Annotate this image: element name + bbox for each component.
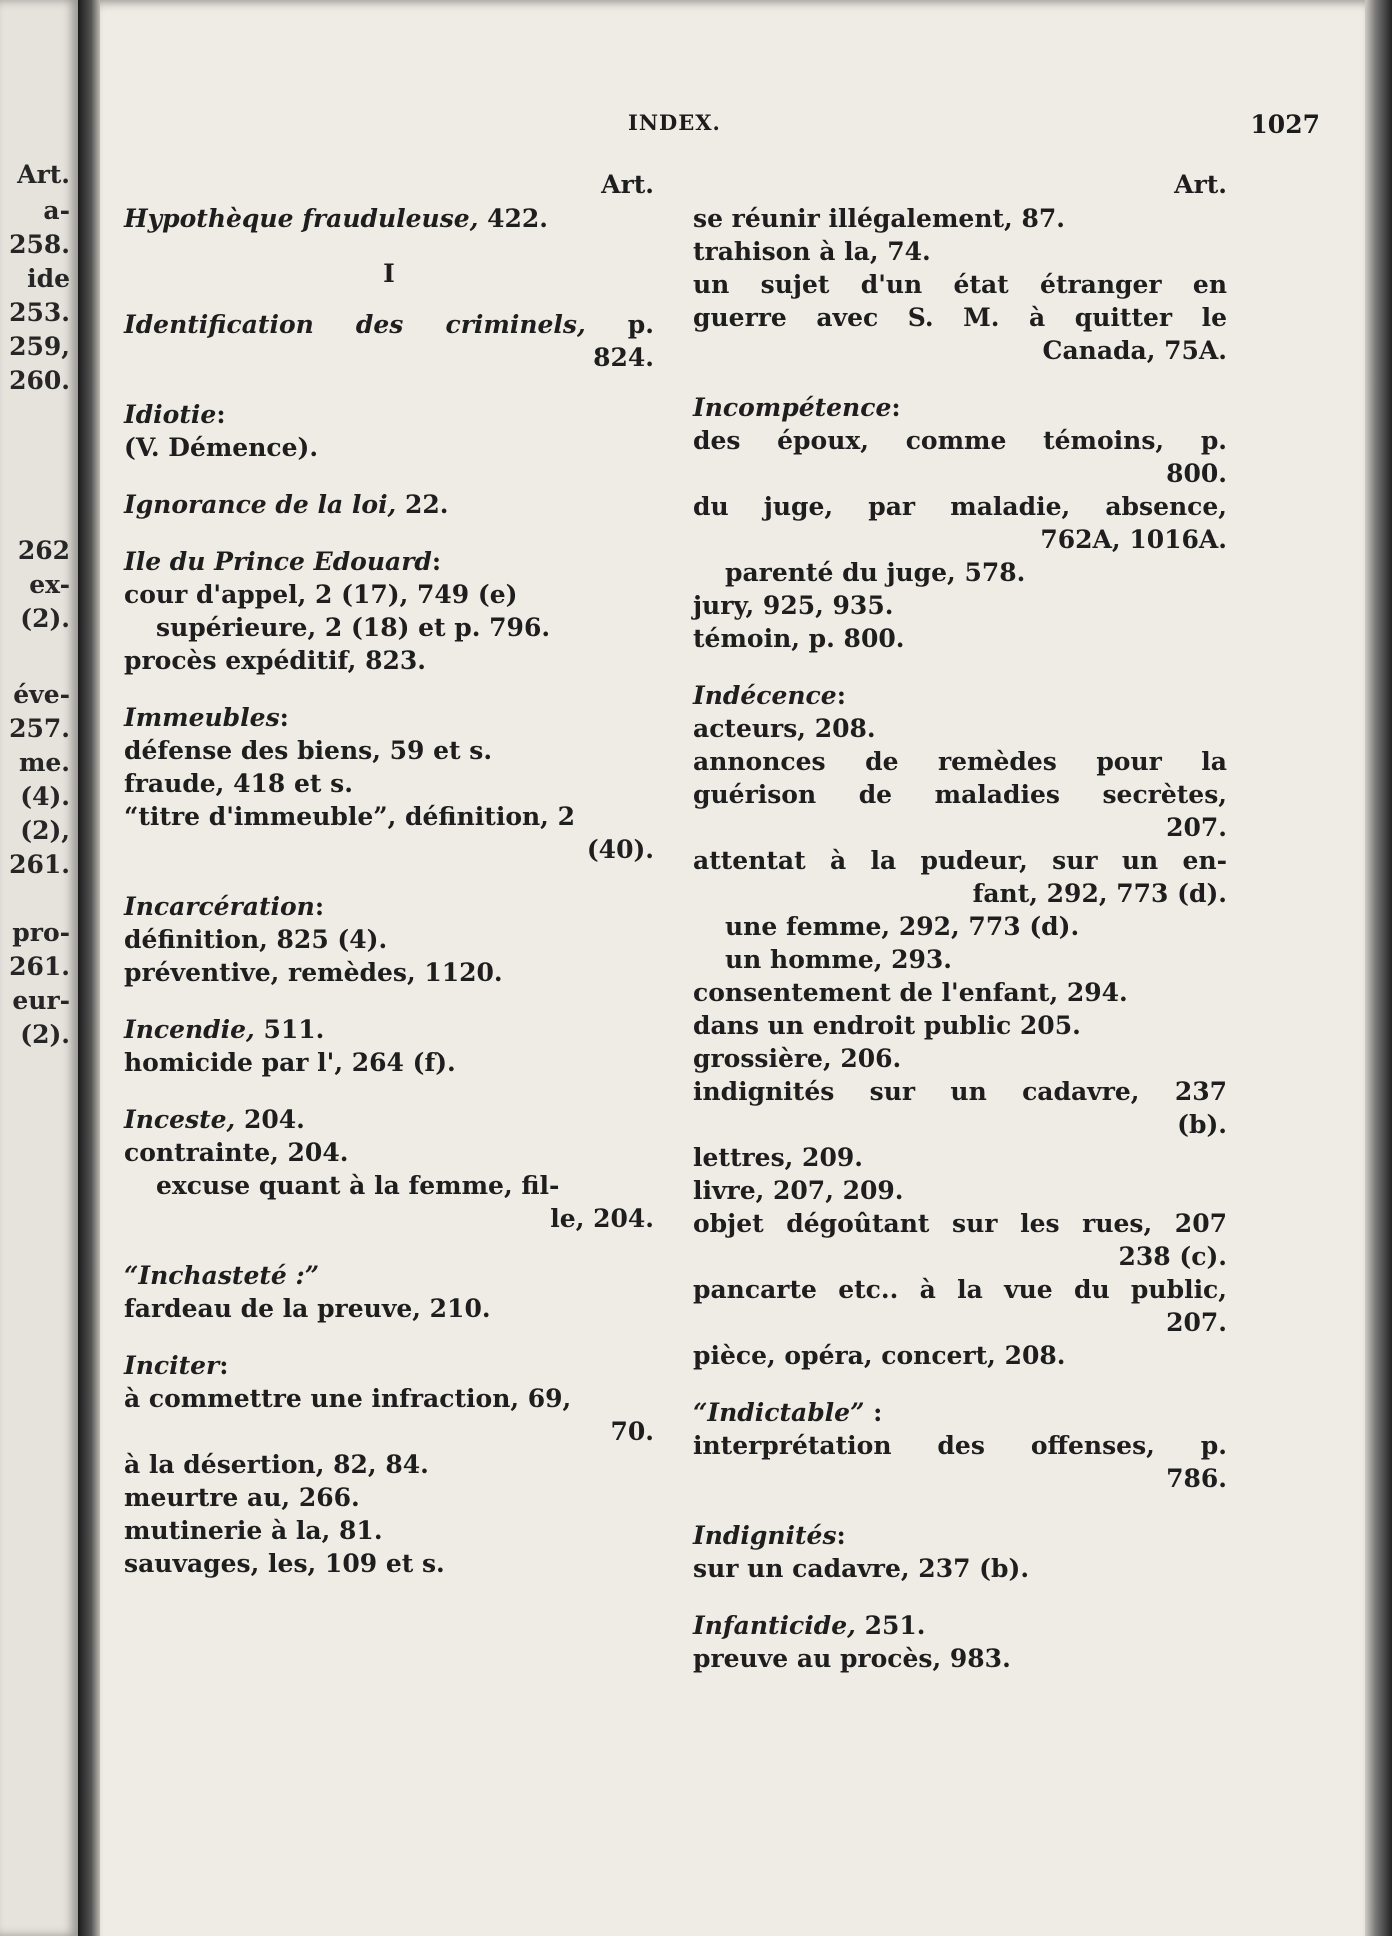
prev-page-text: me.: [18, 748, 70, 777]
index-subentry: supérieure, 2 (18) et p. 796.: [156, 613, 551, 642]
index-subentry: lettres, 209.: [693, 1143, 863, 1172]
index-entry: Identification des criminels, p.: [124, 310, 654, 339]
index-subentry-continued: le, 204.: [550, 1204, 654, 1233]
index-subentry: preuve au procès, 983.: [693, 1644, 1011, 1673]
previous-page-edge: [0, 0, 78, 1936]
index-subentry: des époux, comme témoins, p.: [693, 426, 1227, 455]
index-subentry: une femme, 292, 773 (d).: [725, 912, 1080, 941]
index-subentry: attentat à la pudeur, sur un en-: [693, 846, 1227, 875]
index-entry: Hypothèque frauduleuse, 422.: [124, 204, 549, 233]
index-entry: Immeubles:: [124, 703, 289, 732]
index-subentry: guerre avec S. M. à quitter le: [693, 303, 1227, 332]
index-column-left: [124, 168, 654, 1580]
index-subentry: défense des biens, 59 et s.: [124, 736, 493, 765]
index-subentry: sauvages, les, 109 et s.: [124, 1549, 445, 1578]
index-entry: “Indictable” :: [693, 1398, 883, 1427]
index-entry: Inceste, 204.: [124, 1105, 305, 1134]
index-subentry: pièce, opéra, concert, 208.: [693, 1341, 1066, 1370]
prev-page-text: 261.: [9, 850, 70, 879]
index-subentry-continued: fant, 292, 773 (d).: [972, 879, 1227, 908]
column-header: Art.: [601, 170, 654, 199]
index-subentry-continued: 800.: [1166, 459, 1227, 488]
index-subentry: cour d'appel, 2 (17), 749 (e): [124, 580, 518, 609]
prev-page-text: a-: [43, 196, 70, 225]
index-subentry: fraude, 418 et s.: [124, 769, 353, 798]
index-subentry: pancarte etc.. à la vue du public,: [693, 1275, 1227, 1304]
index-entry-continued: 824.: [593, 343, 654, 372]
index-subentry: à commettre une infraction, 69,: [124, 1384, 572, 1413]
index-subentry-continued: 786.: [1166, 1464, 1227, 1493]
prev-page-text: Art.: [17, 160, 70, 189]
index-entry: Indignités:: [693, 1521, 846, 1550]
index-subentry-continued: 207.: [1166, 1308, 1227, 1337]
index-page: [100, 0, 1365, 1936]
index-subentry-continued: 207.: [1166, 813, 1227, 842]
index-subentry: procès expéditif, 823.: [124, 646, 426, 675]
index-subentry: acteurs, 208.: [693, 714, 876, 743]
index-subentry: fardeau de la preuve, 210.: [124, 1294, 491, 1323]
prev-page-text: 261.: [9, 952, 70, 981]
prev-page-text: eur-: [12, 986, 70, 1015]
prev-page-text: ide: [27, 264, 70, 293]
index-subentry: témoin, p. 800.: [693, 624, 905, 653]
index-subentry-continued: 762A, 1016A.: [1040, 525, 1227, 554]
index-subentry: se réunir illégalement, 87.: [693, 204, 1065, 233]
prev-page-text: (2).: [20, 604, 70, 633]
index-subentry: trahison à la, 74.: [693, 237, 931, 266]
prev-page-text: (2).: [20, 1020, 70, 1049]
index-subentry: du juge, par maladie, absence,: [693, 492, 1227, 521]
prev-page-text: pro-: [12, 918, 70, 947]
index-subentry: jury, 925, 935.: [693, 591, 894, 620]
index-subentry: (V. Démence).: [124, 433, 319, 462]
index-subentry: livre, 207, 209.: [693, 1176, 904, 1205]
page-number: 1027: [1250, 110, 1320, 139]
index-subentry-continued: (b).: [1177, 1110, 1227, 1139]
prev-page-text: ex-: [29, 570, 70, 599]
index-entry: Ignorance de la loi, 22.: [124, 490, 449, 519]
index-subentry: parenté du juge, 578.: [725, 558, 1026, 587]
index-entry: Inciter:: [124, 1351, 229, 1380]
index-subentry: consentement de l'enfant, 294.: [693, 978, 1128, 1007]
index-subentry: objet dégoûtant sur les rues, 207: [693, 1209, 1227, 1238]
index-subentry: définition, 825 (4).: [124, 925, 388, 954]
prev-page-text: (4).: [20, 782, 70, 811]
prev-page-text: (2),: [20, 816, 70, 845]
index-subentry: mutinerie à la, 81.: [124, 1516, 383, 1545]
index-column-right: [693, 168, 1227, 1675]
index-subentry-continued: 238 (c).: [1118, 1242, 1227, 1271]
prev-page-text: 260.: [9, 366, 70, 395]
index-entry: “Inchasteté :”: [124, 1261, 320, 1290]
index-subentry-continued: 70.: [610, 1417, 654, 1446]
running-title: INDEX.: [628, 110, 721, 135]
index-entry: Incarcération:: [124, 892, 325, 921]
index-subentry: indignités sur un cadavre, 237: [693, 1077, 1227, 1106]
index-subentry: à la désertion, 82, 84.: [124, 1450, 429, 1479]
index-subentry: dans un endroit public 205.: [693, 1011, 1081, 1040]
index-subentry: contrainte, 204.: [124, 1138, 349, 1167]
index-subentry: “titre d'immeuble”, définition, 2: [124, 802, 575, 831]
prev-page-text: 253.: [9, 298, 70, 327]
page-header: [100, 110, 1365, 146]
index-subentry: homicide par l', 264 (f).: [124, 1048, 456, 1077]
index-subentry: un homme, 293.: [725, 945, 953, 974]
prev-page-text: 259,: [9, 332, 70, 361]
index-subentry: grossière, 206.: [693, 1044, 902, 1073]
index-entry: Ile du Prince Edouard:: [124, 547, 442, 576]
index-subentry-continued: (40).: [586, 835, 654, 864]
index-subentry: préventive, remèdes, 1120.: [124, 958, 503, 987]
letter-heading: I: [383, 259, 395, 288]
index-subentry: guérison de maladies secrètes,: [693, 780, 1227, 809]
index-entry: Indécence:: [693, 681, 846, 710]
prev-page-text: 262: [17, 536, 70, 565]
index-subentry: sur un cadavre, 237 (b).: [693, 1554, 1030, 1583]
index-entry: Incendie, 511.: [124, 1015, 325, 1044]
page-edge-shadow: [1365, 0, 1392, 1936]
prev-page-text: éve-: [13, 680, 70, 709]
index-subentry: un sujet d'un état étranger en: [693, 270, 1227, 299]
book-gutter: [78, 0, 100, 1936]
prev-page-text: 258.: [9, 230, 70, 259]
index-subentry: meurtre au, 266.: [124, 1483, 360, 1512]
index-subentry-continued: Canada, 75A.: [1042, 336, 1227, 365]
index-subentry: annonces de remèdes pour la: [693, 747, 1227, 776]
prev-page-text: 257.: [9, 714, 70, 743]
index-subentry: interprétation des offenses, p.: [693, 1431, 1227, 1460]
index-entry: Incompétence:: [693, 393, 901, 422]
index-subentry: excuse quant à la femme, fil-: [156, 1171, 560, 1200]
index-entry: Infanticide, 251.: [693, 1611, 926, 1640]
index-entry: Idiotie:: [124, 400, 226, 429]
column-header: Art.: [1174, 170, 1227, 199]
